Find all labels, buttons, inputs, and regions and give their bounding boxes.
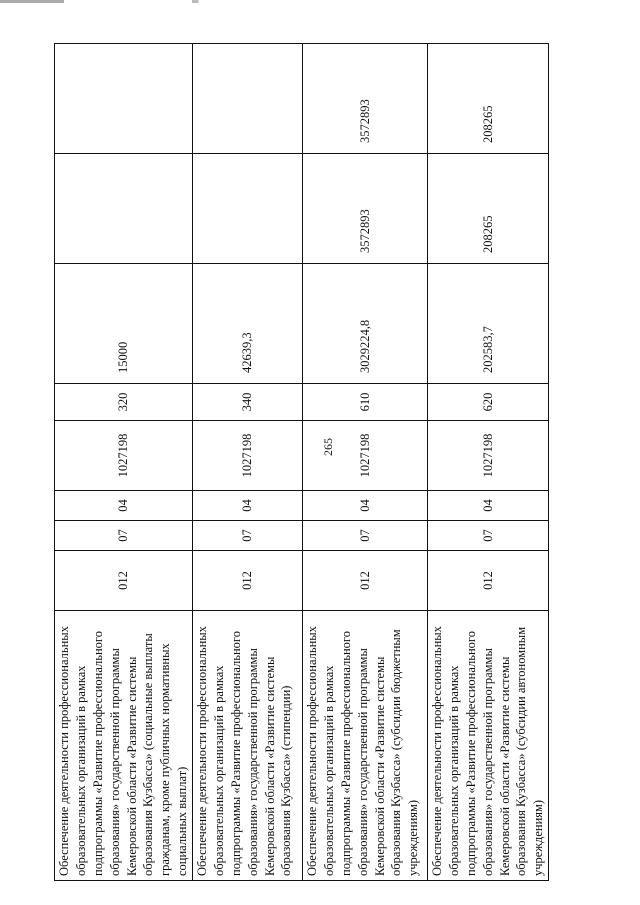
sum-year-3 (193, 44, 303, 154)
row-description: Обеспечение деятельности профессиональных образовательных организаций в рамках подпрограммы «Развитие профессионального образования» государственной программы Кемеровской области «Развитие системы образования Кузбасса» (субсидии бюджетным учреждениям) (303, 611, 428, 881)
subsection-code: 04 (303, 491, 428, 521)
ministry-code: 012 (193, 551, 303, 611)
expense-type-code: 610 (303, 384, 428, 421)
table-row (303, 44, 428, 881)
row-description: Обеспечение деятельности профессиональных образовательных организаций в рамках подпрограммы «Развитие профессионального образования» государственной программы Кемеровской области «Развитие системы образования Кузбасса» (социальные выплаты гражданам, кроме публичных нормативных социальных выплат) (55, 611, 193, 881)
row-description: Обеспечение деятельности профессиональных образовательных организаций в рамках подпрограммы «Развитие профессионального образования» государственной программы Кемеровской области «Развитие системы образования Кузбасса» (субсидии автономным учреждениям) (428, 611, 549, 881)
target-article-code: 1027198 (303, 421, 428, 491)
table-row (428, 44, 549, 881)
table-row (55, 44, 193, 881)
subsection-code: 04 (55, 491, 193, 521)
sum-year-2 (55, 154, 193, 264)
expense-type-code: 620 (428, 384, 549, 421)
sum-year-2: 208265 (428, 154, 549, 264)
table-row (193, 44, 303, 881)
sum-year-1: 202583,7 (428, 264, 549, 384)
scan-edge-line (0, 0, 640, 3)
budget-table (54, 43, 549, 881)
section-code: 07 (55, 521, 193, 551)
section-code: 07 (193, 521, 303, 551)
section-code: 07 (428, 521, 549, 551)
ministry-code: 012 (55, 551, 193, 611)
sum-year-3 (55, 44, 193, 154)
sum-year-2: 3572893 (303, 154, 428, 264)
sum-year-1: 3029224,8 (303, 264, 428, 384)
target-article-code: 1027198 (55, 421, 193, 491)
row-description: Обеспечение деятельности профессиональных образовательных организаций в рамках подпрограммы «Развитие профессионального образования» государственной программы Кемеровской области «Развитие системы образования Кузбасса» (стипендии) (193, 611, 303, 881)
sum-year-3: 3572893 (303, 44, 428, 154)
expense-type-code: 340 (193, 384, 303, 421)
ministry-code: 012 (428, 551, 549, 611)
subsection-code: 04 (193, 491, 303, 521)
expense-type-code: 320 (55, 384, 193, 421)
rotated-table-container (54, 44, 544, 881)
sum-year-1: 42639,3 (193, 264, 303, 384)
target-article-code: 1027198 (193, 421, 303, 491)
sum-year-2 (193, 154, 303, 264)
ministry-code: 012 (303, 551, 428, 611)
sum-year-3: 208265 (428, 44, 549, 154)
subsection-code: 04 (428, 491, 549, 521)
section-code: 07 (303, 521, 428, 551)
sum-year-1: 15000 (55, 264, 193, 384)
target-article-code: 1027198 (428, 421, 549, 491)
page-number: 265 (320, 438, 335, 456)
